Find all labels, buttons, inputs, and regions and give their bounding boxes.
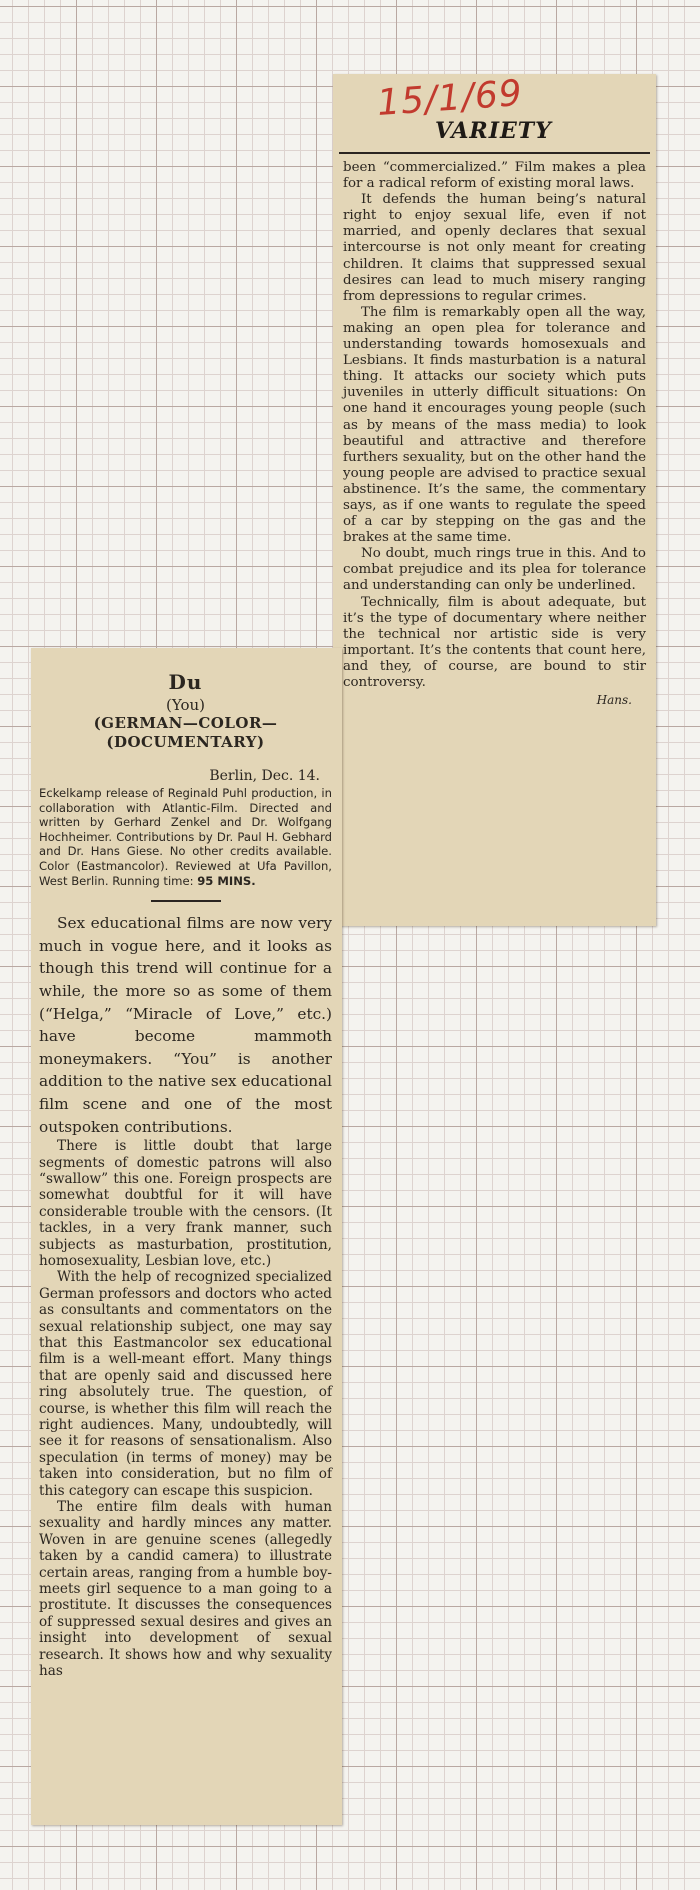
film-subtitle: (You) [166, 696, 205, 714]
film-genre-line: (DOCUMENTARY) [106, 733, 265, 751]
continuation-column [343, 160, 646, 707]
article-paragraph: Technically, film is about adequate, but it’s the type of documentary where neither the technical nor artistic side is very important. It’s the contents that count here, and they, of course, are bound to stir controversy. [343, 594, 646, 690]
variety-clipping-continuation [333, 74, 656, 926]
review-paragraph: There is little doubt that large segments of domestic patrons will also “swallow” this one. Foreign prospects are somewhat doubtful for it will have considerable trouble with the censors. (It tackles, in a very frank manner, such subjects as masturbation, prostitution, homosexuality, Lesbian love, etc.) [39, 1138, 332, 1269]
reviewer-signature: Hans. [596, 693, 632, 708]
variety-masthead: VARIETY [435, 118, 552, 144]
film-credits [39, 786, 332, 888]
article-paragraph: It defends the human being’s natural right to enjoy sexual life, even if not married, and openly declares that sexual intercourse is not only meant for creating children. It claims that suppressed sexual desires can lead to much misery ranging from depressions to regular crimes. [343, 192, 646, 304]
article-paragraph: The film is remarkably open all the way, making an open plea for tolerance and understanding towards homosexuals and Lesbians. It finds masturbation is a natural thing. It attacks our society which puts juveniles in utterly difficult situations: On one hand it encourages young people (such as by means of the mass media) to look beautiful and attractive and therefore furthers sexuality, but on the other hand the young people are advised to practice sexual abstinence. It’s the same, the commentary says, as if one wants to regulate the speed of a car by stepping on the gas and the brakes at the same time. [343, 304, 646, 546]
review-header [39, 648, 332, 752]
review-body [39, 912, 332, 1679]
review-paragraph: The entire film deals with human sexuality and hardly minces any matter. Woven in are genuine scenes (allegedly taken by a candid camera) to illustrate certain areas, ranging from a humble boy-meets girl sequence to a man going to a prostitute. It discusses the consequences of suppressed sexual desires and gives an insight into development of sexual research. It shows how and why sexuality has [39, 1499, 332, 1680]
handwritten-date: 15/1/69 [375, 72, 525, 125]
dateline: Berlin, Dec. 14. [209, 768, 320, 784]
running-time: 95 MINS. [197, 873, 256, 888]
article-paragraph: been “commercialized.” Film makes a plea for a radical reform of existing moral laws. [343, 160, 646, 192]
film-genre-line: (GERMAN—COLOR— [93, 714, 278, 732]
film-title: Du [168, 670, 203, 694]
credits-text: Eckelkamp release of Reginald Puhl production, in collaboration with Atlantic-Film. Directed and written by Gerhard Zenkel and Dr. Wolfgang Hochheimer. Contributions by Dr. Paul H. Gebhard and Dr. Hans Giese. No other credits available. Color (Eastmancolor). Reviewed at Ufa Pavillon, West Berlin. Running time: [39, 786, 332, 888]
review-paragraph: With the help of recognized specialized German professors and doctors who acted as consultants and commentators on the sexual relationship subject, one may say that this Eastmancolor sex educational film is a well-meant effort. Many things that are openly said and discussed here ring absolutely true. The question, of course, is whether this film will reach the right audiences. Many, undoubtedly, will see it for reasons of sensationalism. Also speculation (in terms of money) may be taken into consideration, but no film of this category can escape this suspicion. [39, 1269, 332, 1499]
film-review-clipping [31, 648, 342, 1825]
section-divider [151, 900, 221, 902]
masthead-rule [339, 152, 650, 154]
review-paragraph: Sex educational films are now very much in vogue here, and it looks as though this trend will continue for a while, the more so as some of them (“Helga,” “Miracle of Love,” etc.) have become mammoth moneymakers. “You” is another addition to the native sex educational film scene and one of the most outspoken contributions. [39, 914, 332, 1136]
article-paragraph: No doubt, much rings true in this. And to combat prejudice and its plea for tolerance and understanding can only be underlined. [343, 546, 646, 594]
